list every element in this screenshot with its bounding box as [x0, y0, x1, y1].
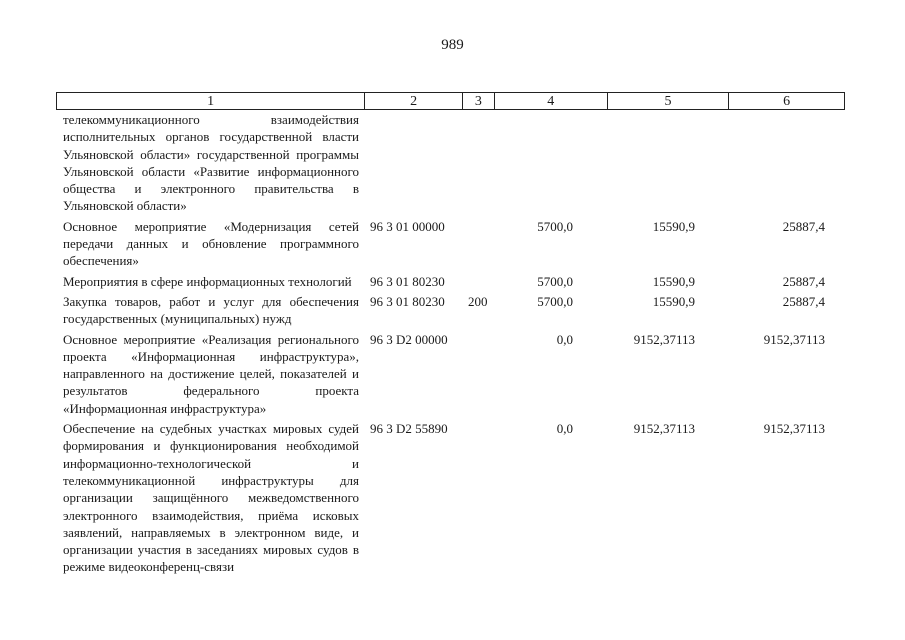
row-code: 96 3 01 00000 [370, 218, 445, 234]
header-col-3: 3 [463, 93, 495, 109]
row-description: Основное мероприятие «Реализация регионального проекта «Информационная инфраструктура», направленного на достижение целей, показателей и результатов федерального проекта «Информационная инфраструктура» [63, 331, 359, 416]
header-col-1: 1 [57, 93, 365, 109]
row-description: Мероприятия в сфере информационных технологий [63, 273, 352, 289]
row-description: Основное мероприятие «Модернизация сетей передачи данных и обновление программного обеспечения» [63, 218, 359, 269]
row-value-col4: 0,0 [556, 421, 573, 437]
row-type: 200 [468, 293, 488, 309]
table-row [0, 420, 905, 576]
table-header [56, 92, 845, 110]
table-body [0, 111, 905, 576]
row-value-col4: 5700,0 [537, 218, 573, 234]
row-value-col6: 9152,37113 [763, 421, 825, 437]
row-description: Обеспечение на судебных участках мировых судей формирования и функционирования необходимой информационно-технологической и телекоммуникационной инфраструктуры для организации защищённого межведомственного электронного взаимодействия, приёма исковых заявлений, направляемых в электронном виде, и организации участия в заседаниях мировых судов в режиме видеоконференц-связи [63, 421, 359, 575]
row-description: Закупка товаров, работ и услуг для обеспечения государственных (муниципальных) нужд [63, 293, 359, 327]
row-description: телекоммуникационного взаимодействия исполнительных органов государственной власти Ульяновской области» государственной программы Ульяновской области «Развитие информационного общества и электронного правительства в Ульяновской области» [63, 112, 359, 214]
page-number: 989 [441, 37, 464, 53]
header-col-5: 5 [608, 93, 730, 109]
row-code: 96 3 01 80230 [370, 273, 445, 289]
row-code: 96 3 D2 00000 [370, 331, 448, 347]
row-value-col6: 25887,4 [782, 293, 825, 309]
header-col-2: 2 [365, 93, 463, 109]
header-col-6: 6 [783, 94, 791, 109]
row-value-col5: 15590,9 [652, 218, 695, 234]
row-value-col6: 25887,4 [782, 273, 825, 289]
header-col-4: 4 [495, 93, 608, 109]
row-value-col6: 9152,37113 [763, 331, 825, 347]
table-row [0, 273, 905, 290]
row-code: 96 3 D2 55890 [370, 421, 448, 437]
table-row [0, 218, 905, 270]
row-code: 96 3 01 80230 [370, 293, 445, 309]
row-value-col4: 5700,0 [537, 293, 573, 309]
row-value-col4: 0,0 [556, 331, 573, 347]
table-row [0, 293, 905, 328]
row-value-col6: 25887,4 [782, 218, 825, 234]
row-value-col5: 9152,37113 [633, 421, 695, 437]
row-value-col5: 15590,9 [652, 293, 695, 309]
row-value-col4: 5700,0 [537, 273, 573, 289]
table-row [0, 111, 905, 215]
row-value-col5: 9152,37113 [633, 331, 695, 347]
table-row [0, 331, 905, 417]
row-value-col5: 15590,9 [652, 273, 695, 289]
